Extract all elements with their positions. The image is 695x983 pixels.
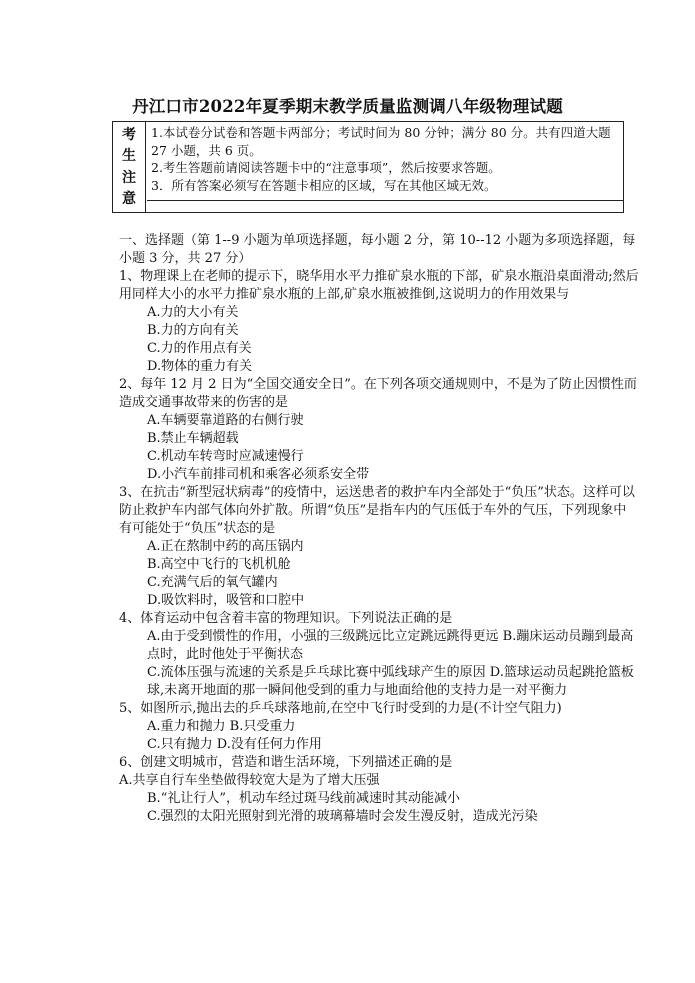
question-option: A.力的大小有关: [147, 305, 239, 320]
section-heading: 一、选择题（第 1--9 小题为单项选择题，每小题 2 分，第 10--12 小题为多项选择题，每小题 3 分，共 27 分）: [119, 233, 636, 266]
question-option: C.充满气后的氧气罐内: [147, 575, 278, 590]
question-option: C.流体压强与流速的关系是乒乓球比赛中弧线球产生的原因 D.篮球运动员起跳抢篮板球,未离开地面的那一瞬间他受到的重力与地面给他的支持力是一对平衡力: [147, 665, 634, 698]
notice-box: [112, 121, 624, 213]
question-option: B.高空中飞行的飞机机舱: [147, 557, 291, 572]
notice-label-char: 考: [122, 126, 136, 143]
question-stem: 4、体育运动中包含着丰富的物理知识。下列说法正确的是: [119, 611, 453, 626]
question-option: C.只有抛力 D.没有任何力作用: [147, 737, 322, 752]
question-option: A.由于受到惯性的作用，小强的三级跳远比立定跳远跳得更远 B.蹦床运动员蹦到最高点时，此时他处于平衡状态: [147, 629, 634, 662]
notice-line: 1.本试卷分试卷和答题卡两部分；考试时间为 80 分钟；满分 80 分。共有四道大题 27 小题，共 6 页。: [151, 125, 611, 158]
question-option: B.“礼让行人”，机动车经过斑马线前减速时其动能减小: [147, 791, 460, 806]
notice-label-char: 注: [122, 169, 136, 186]
question-option: A.共享自行车坐垫做得较宽大是为了增大压强: [119, 773, 380, 788]
notice-body: [151, 124, 617, 194]
question-option: C.强烈的太阳光照射到光滑的玻璃幕墙时会发生漫反射，造成光污染: [147, 809, 538, 824]
notice-label: [113, 122, 146, 212]
question-option: D.物体的重力有关: [147, 359, 253, 374]
question-stem: 6、创建文明城市，营造和谐生活环境，下列描述正确的是: [119, 755, 453, 770]
notice-label-char: 意: [122, 191, 136, 208]
question-option: B.禁止车辆超载: [147, 431, 239, 446]
question-option: A.车辆要靠道路的右侧行驶: [147, 413, 304, 428]
question-option: A.重力和抛力 B.只受重力: [147, 719, 296, 734]
question-option: C.机动车转弯时应减速慢行: [147, 449, 304, 464]
question-stem: 1、物理课上在老师的提示下，晓华用水平力推矿泉水瓶的下部，矿泉水瓶沿桌面滑动;然后用同样大小的水平力推矿泉水瓶的上部,矿泉水瓶被推倒,这说明力的作用效果与: [119, 269, 639, 302]
question-option: D.小汽车前排司机和乘客必须系安全带: [147, 467, 370, 482]
notice-line: 3．所有答案必须写在答题卡相应的区域，写在其他区域无效。: [151, 177, 497, 193]
page-title: 丹江口市2022年夏季期末教学质量监测调八年级物理试题: [132, 97, 563, 116]
question-option: A.正在熬制中药的高压锅内: [147, 539, 304, 554]
notice-divider: [147, 200, 623, 201]
question-option: B.力的方向有关: [147, 323, 239, 338]
notice-line: 2.考生答题前请阅读答题卡中的“注意事项”，然后按要求答题。: [151, 160, 501, 175]
question-stem: 2、每年 12 月 2 日为“全国交通安全日”。在下列各项交通规则中，不是为了防止因惯性而造成交通事故带来的伤害的是: [119, 377, 637, 410]
question-stem: 3、在抗击“新型冠状病毒”的疫情中，运送患者的救护车内全部处于“负压”状态。这样可以防止救护车内部气体向外扩散。所谓“负压”是指车内的气压低于车外的气压，下列现象中有可能处于“负压”状态的是: [119, 485, 635, 536]
question-stem: 5、如图所示,抛出去的乒乓球落地前,在空中飞行时受到的力是(不计空气阻力): [119, 701, 562, 716]
question-option: D.吸饮料时，吸管和口腔中: [147, 593, 305, 608]
questions-section: [119, 232, 639, 826]
question-option: C.力的作用点有关: [147, 341, 252, 356]
notice-label-char: 生: [122, 148, 136, 165]
